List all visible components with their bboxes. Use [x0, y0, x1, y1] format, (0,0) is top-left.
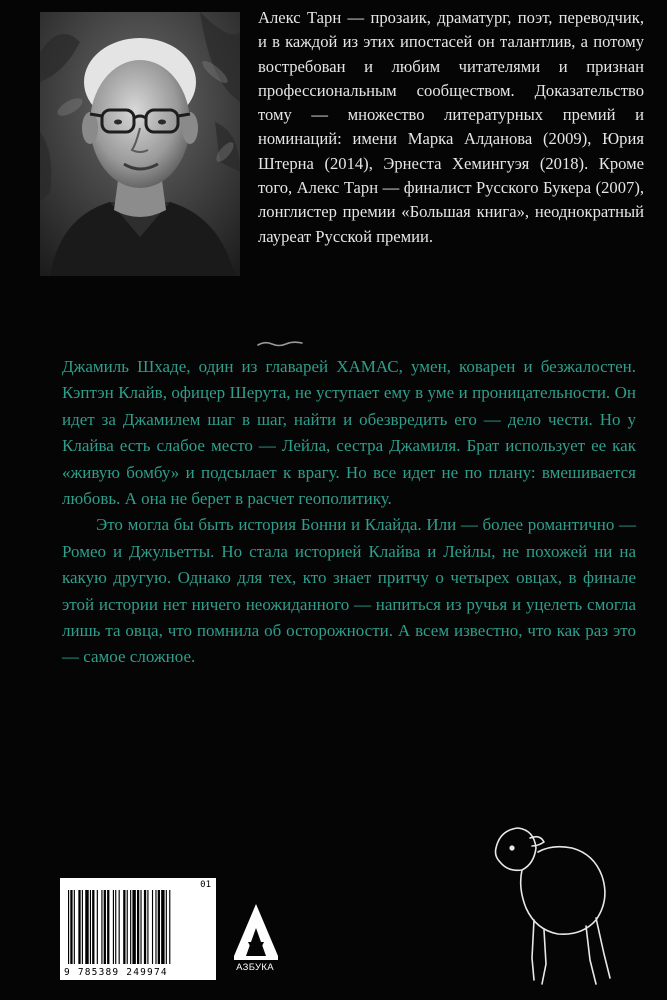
barcode-bar: [97, 890, 98, 964]
blurb-paragraph-1: Джамиль Шхаде, один из главарей ХАМАС, умен, коварен и безжалостен. Кэптэн Клайв, офицер Шерута, не уступает ему в уме и проницательности. Он идет за Джамилем шаг в шаг, найти и обезвредить его — дело чести. Но у Клайва есть слабое место — Лейла, сестра Джамиля. Брат использует ее как «живую бомбу» и подсылает к врагу. Но все идет не по плану: вмешивается любовь. А она не берет в расчет геополитику.: [62, 357, 636, 509]
barcode-bar: [161, 890, 164, 964]
barcode-bar: [107, 890, 109, 964]
barcode-addon-digits: 01: [200, 880, 211, 890]
barcode-bar: [82, 890, 83, 964]
isbn-barcode: [60, 878, 216, 980]
barcode-bar: [140, 890, 141, 964]
barcode-bar: [78, 890, 80, 964]
barcode-bar: [115, 890, 116, 964]
barcode-bar: [132, 890, 135, 964]
barcode-bar: [144, 890, 146, 964]
barcode-bar: [130, 890, 131, 964]
book-blurb: [62, 354, 636, 671]
author-photo: [40, 12, 240, 276]
publisher-name: АЗБУКА: [236, 962, 274, 973]
barcode-bar: [68, 890, 69, 964]
barcode-bar: [104, 890, 106, 964]
barcode-bar: [158, 890, 160, 964]
barcode-bar: [85, 890, 88, 964]
barcode-bar: [113, 890, 114, 964]
barcode-bar: [169, 890, 170, 964]
sheep-illustration-icon: [478, 808, 628, 988]
barcode-bar: [155, 890, 156, 964]
barcode-bar: [123, 890, 125, 964]
author-portrait-image: [40, 12, 240, 276]
barcode-bar: [152, 890, 153, 964]
barcode-bar: [166, 890, 167, 964]
barcode-bar: [90, 890, 91, 964]
barcode-bar: [127, 890, 128, 964]
author-bio: Алекс Тарн — прозаик, драматург, поэт, переводчик, и в каждой из этих ипостасей он талантлив, а потому востребован и любим читателями и признан профессиональным сообществом. Доказательство тому — множество литературных премий и номинаций: имени Марка Алданова (2009), Юрия Штерна (2014), Эрнеста Хемингуэя (2018). Кроме того, Алекс Тарн — финалист Русского Букера (2007), лонглистер премии «Большая книга», неоднократный лауреат Русской премии.: [258, 8, 644, 246]
barcode-bar: [92, 890, 94, 964]
barcode-bar: [74, 890, 75, 964]
wave-divider-icon: [256, 339, 304, 349]
barcode-bar: [101, 890, 102, 964]
barcode-bar: [137, 890, 139, 964]
barcode-digits: 9 785389 249974: [64, 967, 168, 978]
blurb-paragraph-2: Это могла бы быть история Бонни и Клайда. Или — более романтично — Ромео и Джульетты. Но стала историей Клайва и Лейлы, не похожей ни на какую другую. Однако для тех, кто знает притчу о четырех овцах, в финале этой истории нет ничего неожиданного — напиться из ручья и уцелеть смогла лишь та овца, что помнила об осторожности. А всем известно, что как раз это — самое сложное.: [62, 515, 636, 667]
barcode-bars: [60, 878, 216, 980]
barcode-bar: [147, 890, 148, 964]
barcode-bar: [119, 890, 120, 964]
barcode-bar: [70, 890, 72, 964]
